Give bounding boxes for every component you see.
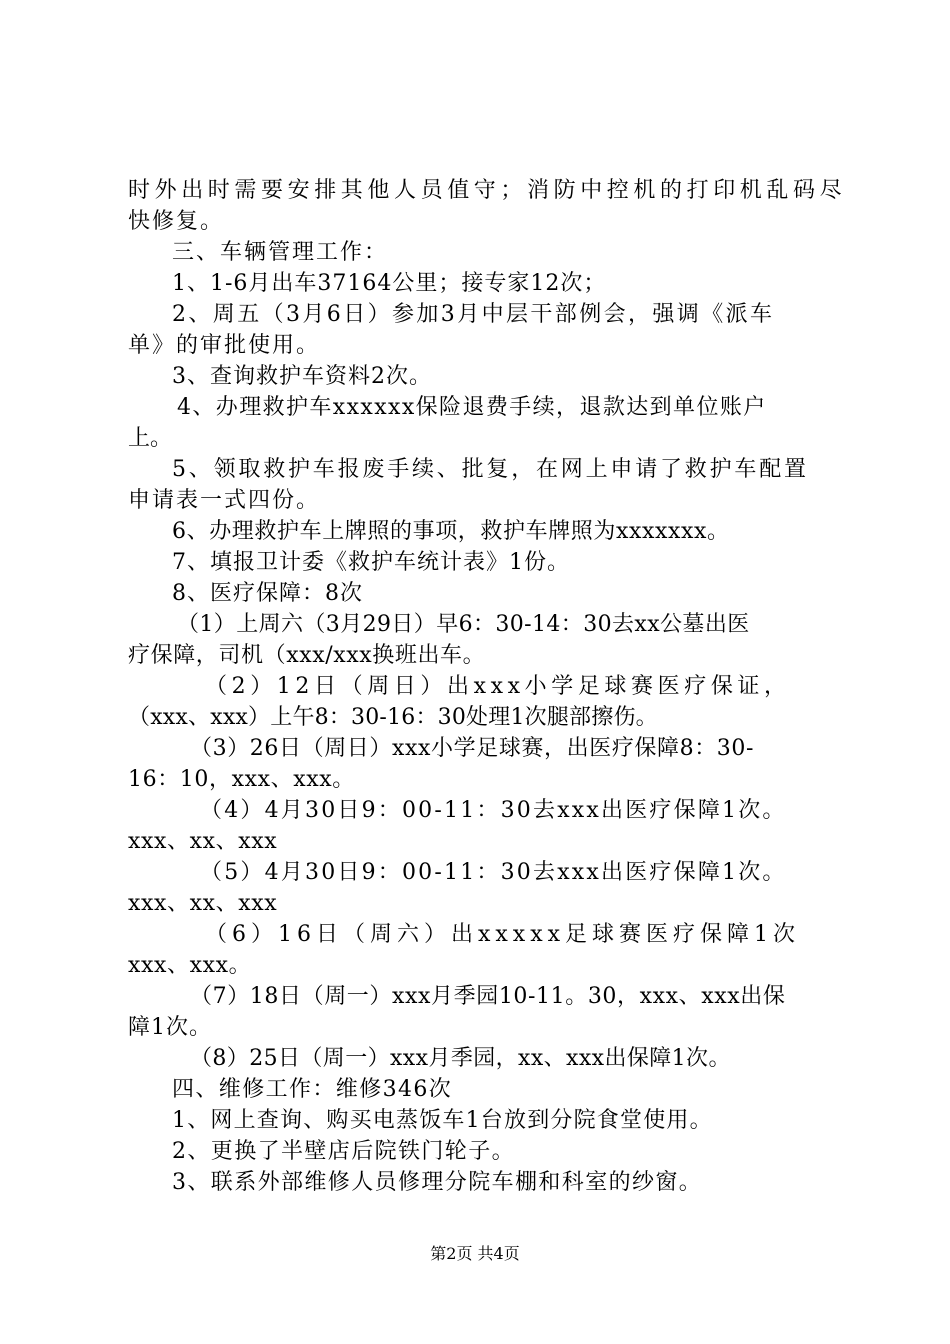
text-line: 上。 [128, 426, 173, 451]
text-line: 5、领取救护车报废手续、批复，在网上申请了救护车配置 [172, 457, 809, 482]
page-footer: 第2页 共4页 [430, 1244, 520, 1263]
text-line: （4）4月30日9：00-11：30去xxx出医疗保障1次。 [200, 798, 787, 823]
text-line: 8、医疗保障：8次 [172, 581, 363, 606]
text-line: 快修复。 [128, 209, 225, 234]
text-line: （2）12日（周日）出xxx小学足球赛医疗保证， [205, 674, 791, 699]
text-line: 6、办理救护车上牌照的事项，救护车牌照为xxxxxxx。 [172, 519, 730, 544]
text-line: 4、办理救护车xxxxxx保险退费手续，退款达到单位账户 [177, 395, 767, 420]
text-line: 障1次。 [128, 1015, 212, 1040]
text-line: 2、更换了半壁店后院铁门轮子。 [172, 1139, 515, 1164]
text-line: xxx、xx、xxx [128, 829, 278, 854]
section-heading: 三、车辆管理工作： [172, 240, 389, 265]
text-line: 疗保障，司机（xxx/xxx换班出车。 [128, 643, 486, 668]
text-line: 7、填报卫计委《救护车统计表》1份。 [172, 550, 570, 575]
text-line: （5）4月30日9：00-11：30去xxx出医疗保障1次。 [200, 860, 787, 885]
text-line: 1、网上查询、购买电蒸饭车1台放到分院食堂使用。 [172, 1108, 713, 1133]
text-line: 申请表一式四份。 [128, 488, 321, 513]
text-line: 3、查询救护车资料2次。 [172, 364, 432, 389]
text-line: （6）16日（周六）出xxxxx足球赛医疗保障1次 [205, 922, 801, 947]
section-heading: 四、维修工作：维修346次 [172, 1077, 453, 1102]
text-line: 3、联系外部维修人员修理分院车棚和科室的纱窗。 [172, 1170, 703, 1195]
text-line: （3）26日（周日）xxx小学足球赛，出医疗保障8：30- [190, 736, 755, 761]
text-line: 2、周五（3月6日）参加3月中层干部例会，强调《派车 [172, 302, 775, 327]
text-line: 单》的审批使用。 [128, 333, 321, 358]
text-line: 时外出时需要安排其他人员值守；消防中控机的打印机乱码尽 [128, 178, 847, 203]
text-line: xxx、xxx。 [128, 953, 252, 978]
text-line: 16：10，xxx、xxx。 [128, 767, 355, 792]
text-line: （xxx、xxx）上午8：30-16：30处理1次腿部擦伤。 [128, 705, 658, 730]
text-line: xxx、xx、xxx [128, 891, 278, 916]
text-line: （1）上周六（3月29日）早6：30-14：30去xx公墓出医 [177, 612, 750, 637]
text-line: （8）25日（周一）xxx月季园，xx、xxx出保障1次。 [190, 1046, 731, 1071]
text-line: （7）18日（周一）xxx月季园10-11。30，xxx、xxx出保 [190, 984, 786, 1009]
text-line: 1、1-6月出车37164公里；接专家12次； [172, 271, 607, 296]
